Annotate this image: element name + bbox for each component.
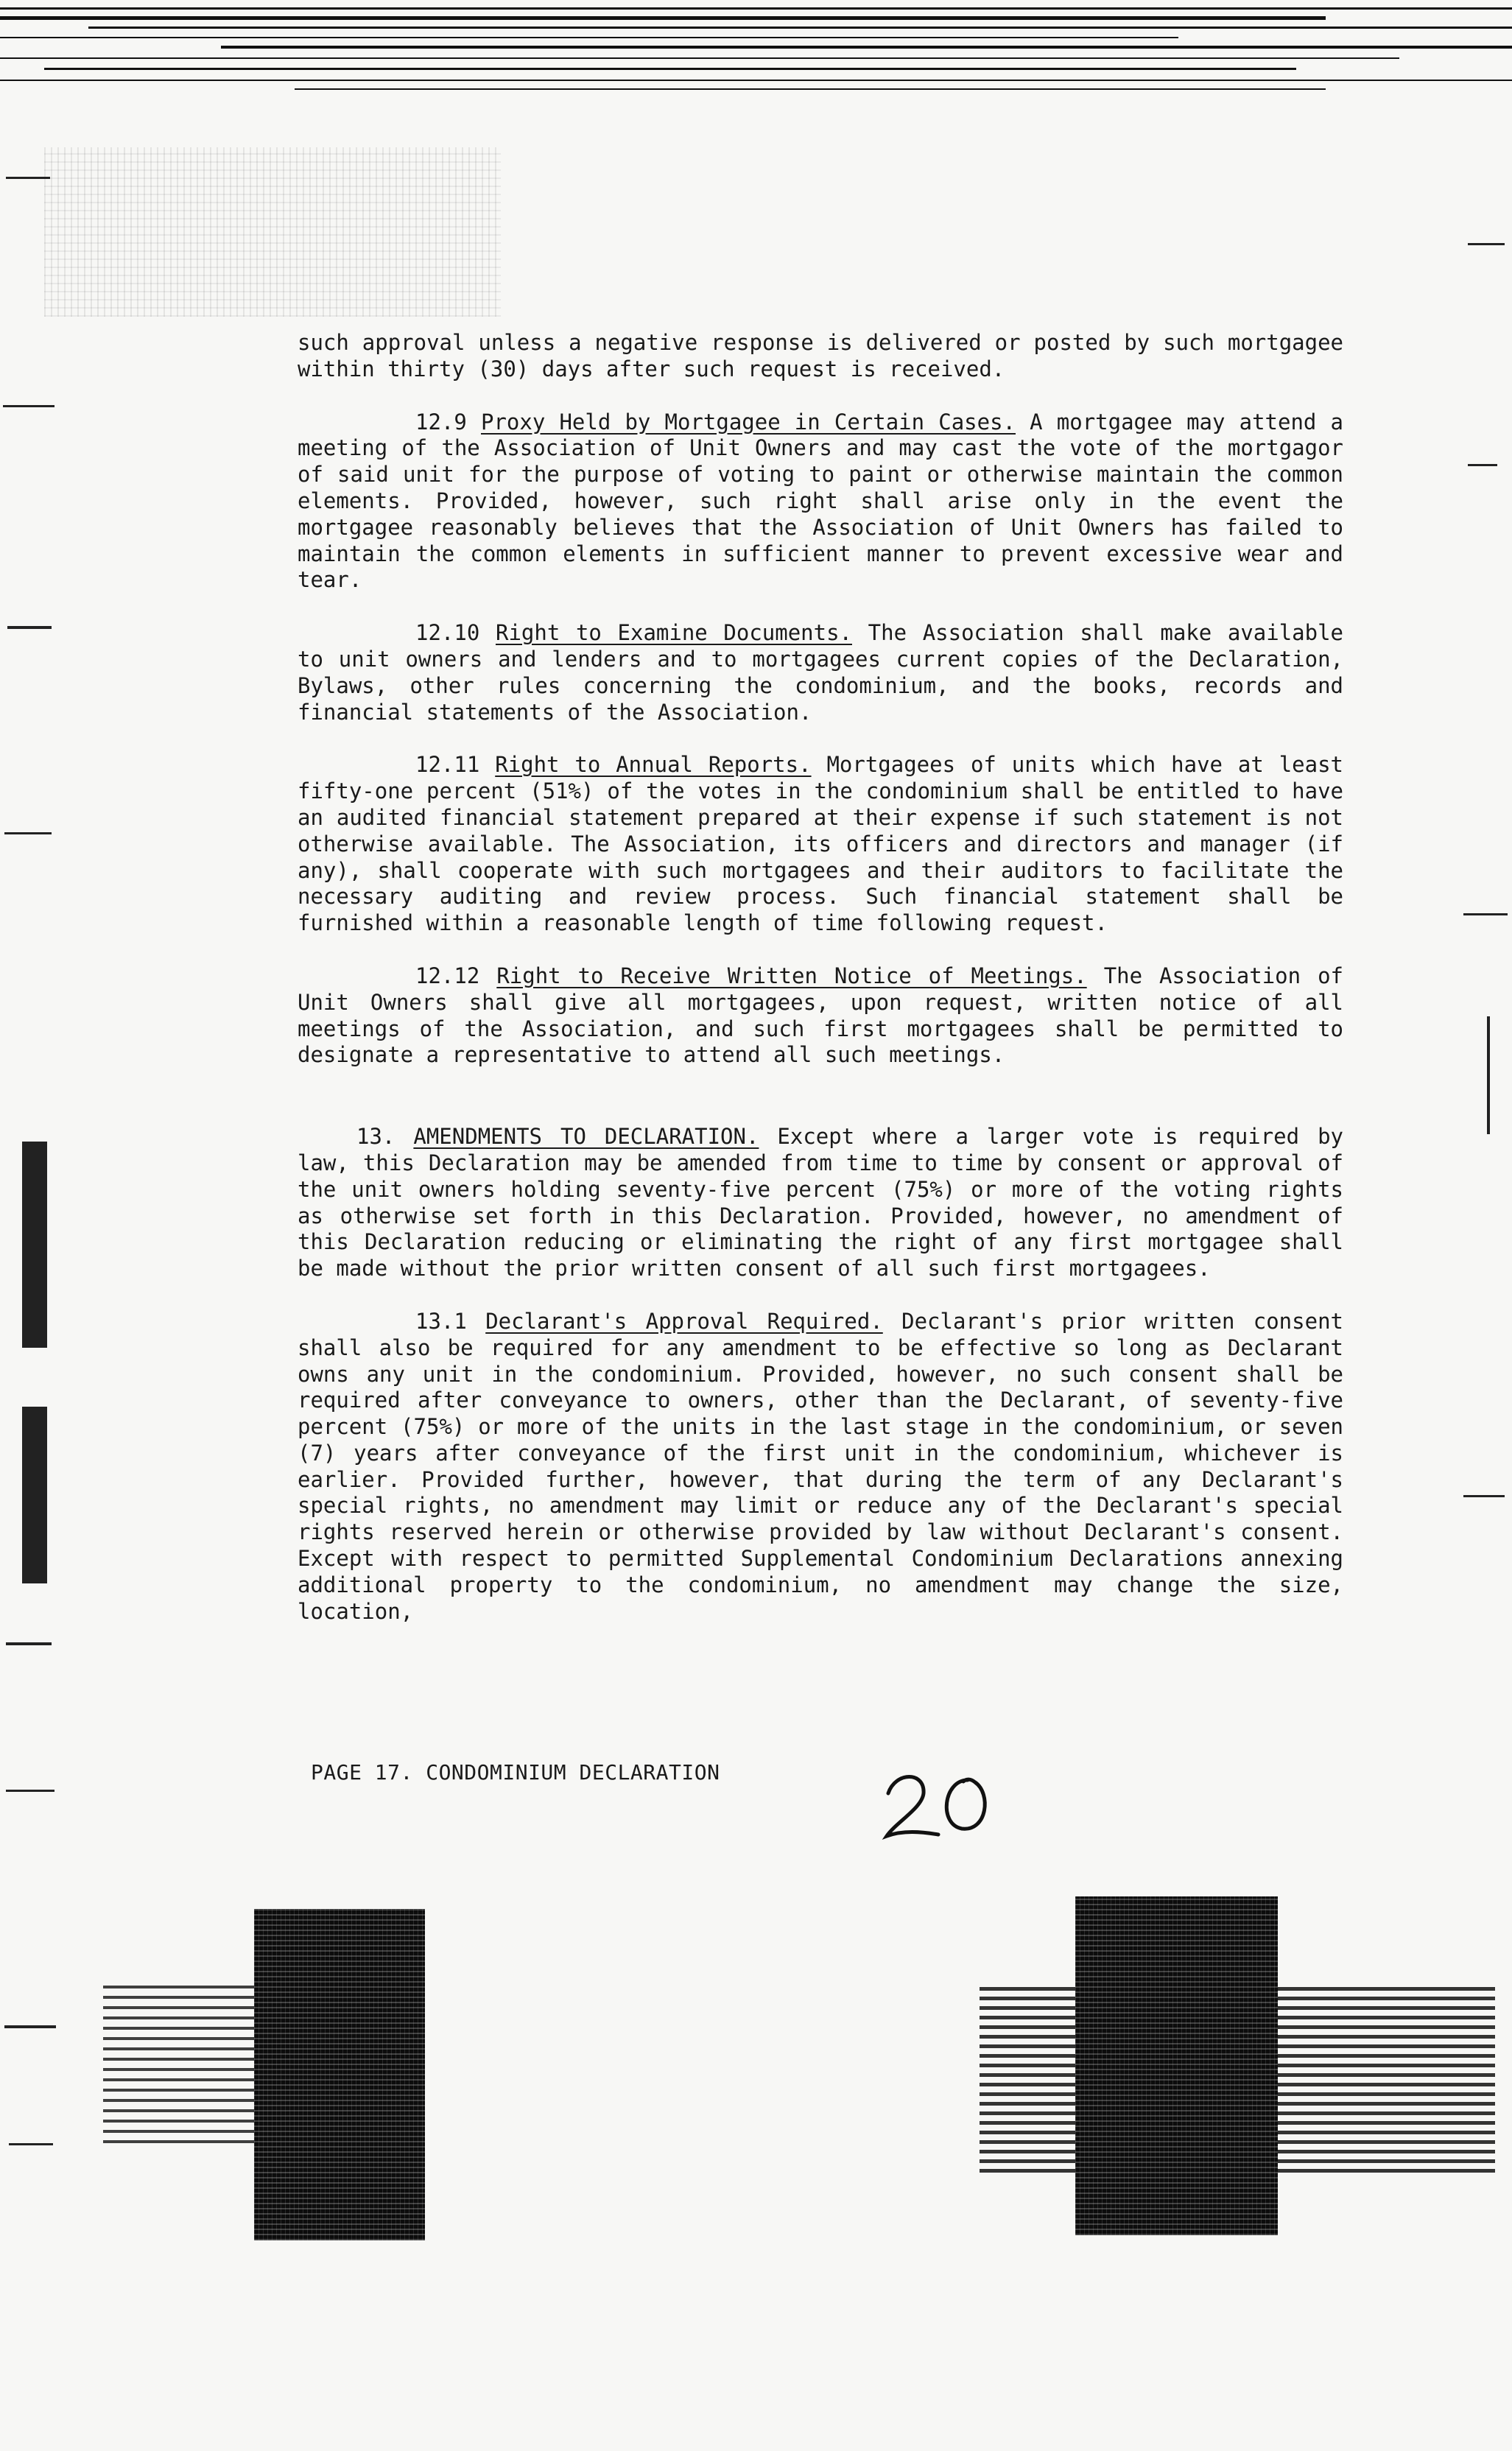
section-number: 12.10 (415, 620, 480, 646)
paragraph-body: such approval unless a negative response is delivered or posted by such mortgagee within thirty (30) days after such request is received. (298, 330, 1343, 381)
section-13 (298, 1124, 1343, 1282)
scan-blot-bottom-right (1075, 1896, 1278, 2235)
section-number: 12.12 (415, 963, 480, 988)
section-body: The Association shall make available to unit owners and lenders and to mortgagees current copies of the Declaration, Bylaws, other rules concerning the condominium, and the books, records and financial statements of the Association. (298, 620, 1344, 725)
section-body: A mortgagee may attend a meeting of the Association of Unit Owners and may cast the vote of the mortgagor of said unit for the purpose of voting to paint or otherwise maintain the common elements. Provided, however, such right shall arise only in the event the mortgagee reasonably believes that the Association of Unit Owners has failed to maintain the common elements in sufficient manner to prevent excessive wear and tear. (298, 409, 1343, 593)
scan-edge-right (1446, 96, 1512, 1937)
section-12-10 (298, 620, 1343, 725)
section-body: Except where a larger vote is required by law, this Declaration may be amended from time to time by consent or approval of the unit owners holding seventy-five percent (75%) or more of the voting rights as otherwise set forth in this Declaration. Provided, however, no amendment of this Declaration reducing or eliminating the right of any first mortgagee shall be made without the prior written consent of all such first mortgagees. (298, 1124, 1343, 1281)
handwritten-page-number (881, 1764, 999, 1845)
section-heading: AMENDMENTS TO DECLARATION. (413, 1124, 759, 1150)
document-body (298, 330, 1343, 1625)
section-body: Mortgagees of units which have at least fifty-one percent (51%) of the votes in the condominium shall be entitled to have an audited financial statement prepared at their expense if such statement is not otherwise available. The Association, its officers and directors and manager (if any), shall cooperate with such mortgagees and their auditors to facilitate the necessary auditing and review process. Such financial statement shall be furnished within a reasonable length of time following request. (298, 752, 1344, 936)
section-number: 12.9 (415, 409, 467, 435)
section-number: 12.11 (415, 752, 480, 778)
scan-edge-left (0, 96, 66, 2305)
scan-artifact-top (0, 0, 1512, 96)
scan-blot-bottom-left (254, 1909, 425, 2240)
section-12-11 (298, 752, 1343, 937)
page-footer: PAGE 17. CONDOMINIUM DECLARATION (311, 1760, 720, 1784)
section-heading: Right to Annual Reports. (495, 752, 812, 778)
section-number: 13.1 (415, 1308, 467, 1334)
section-heading: Declarant's Approval Required. (485, 1308, 883, 1334)
section-number: 13. (356, 1124, 395, 1150)
section-12-12 (298, 963, 1343, 1069)
section-heading: Right to Examine Documents. (495, 620, 852, 646)
section-body: The Association of Unit Owners shall give all mortgagees, upon request, written notice of all meetings of the Association, and such first mortgagees shall be permitted to designate a representative to attend all such meetings. (298, 963, 1344, 1068)
section-heading: Proxy Held by Mortgagee in Certain Cases. (481, 409, 1016, 435)
section-heading: Right to Receive Written Notice of Meetings. (496, 963, 1087, 988)
section-13-1 (298, 1309, 1343, 1625)
scan-speckle (44, 147, 501, 317)
paragraph-continuation (298, 330, 1343, 383)
section-body: Declarant's prior written consent shall also be required for any amendment to be effective so long as Declarant owns any unit in the condominium. Provided, however, no such consent shall be required after conveyance to owners, other than the Declarant, of seventy-five percent (75%) or more of the units in the last stage in the condominium, or seven (7) years after conveyance of the first unit in the condominium, whichever is earlier. Provided further, however, that during the term of any Declarant's special rights, no amendment may limit or reduce any of the Declarant's special rights reserved herein or otherwise provided by law without Declarant's consent. Except with respect to permitted Supplemental Condominium Declarations annexing additional property to the condominium, no amendment may change the size, location, (298, 1308, 1343, 1624)
section-12-9 (298, 409, 1343, 594)
